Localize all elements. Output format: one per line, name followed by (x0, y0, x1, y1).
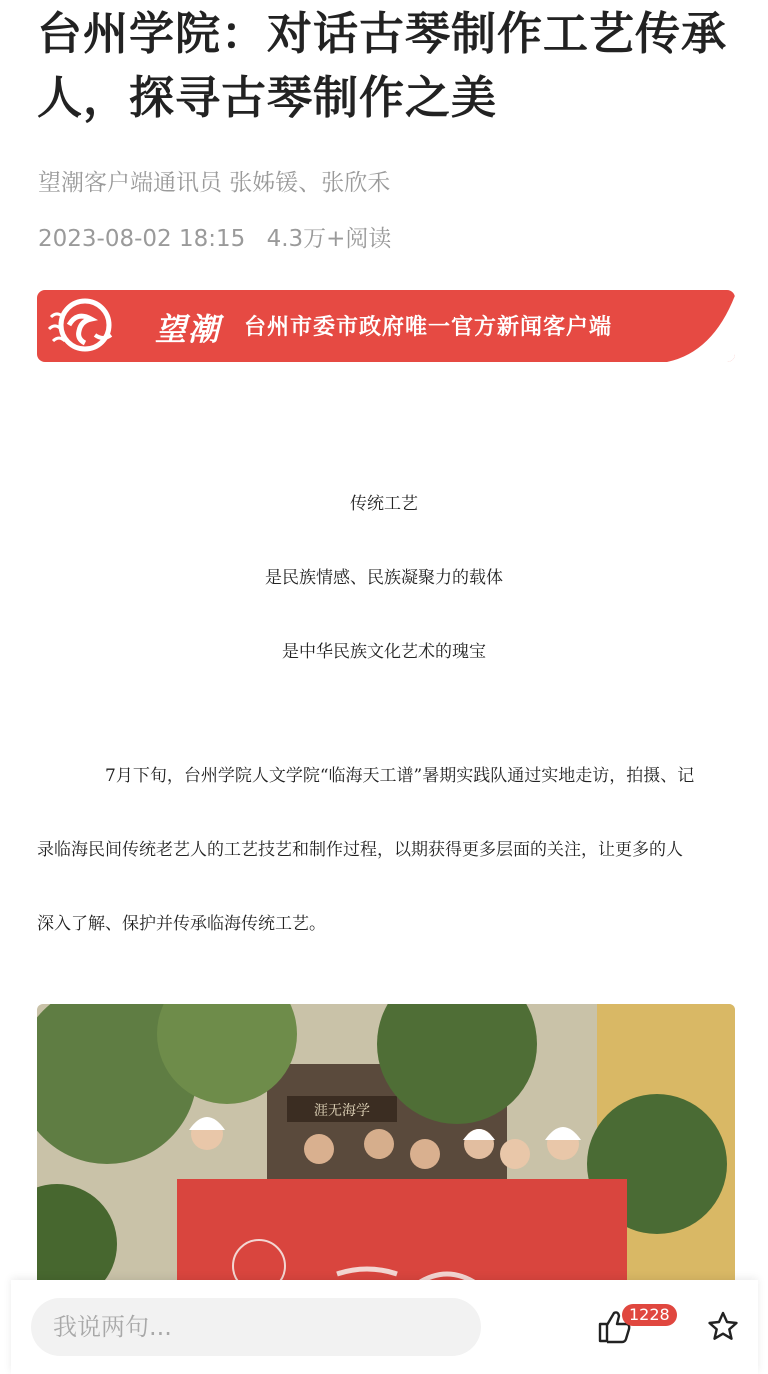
plaque-text: 涯无海学 (314, 1103, 370, 1119)
app-banner (37, 290, 735, 362)
article-byline: 望潮客户端通讯员 张姊锾、张欣禾 (38, 170, 391, 196)
like-count-badge: 1228 (622, 1304, 677, 1326)
article-photo (37, 1004, 735, 1304)
article-meta (38, 220, 405, 253)
star-icon[interactable] (707, 1310, 739, 1342)
group-photo-image (37, 1004, 735, 1304)
read-count: 4.3万+阅读 (266, 226, 392, 252)
paragraph-line: 录临海民间传统老艺人的工艺技艺和制作过程，以期获得更多层面的关注，让更多的人 (37, 840, 683, 860)
bottom-action-bar (11, 1280, 758, 1374)
intro-line: 是民族情感、民族凝聚力的载体 (265, 568, 503, 588)
paragraph-line: 7月下旬，台州学院人文学院“临海天工谱”暑期实践队通过实地走访，拍摄、记 (105, 766, 695, 786)
banner-slogan: 台州市委市政府唯一官方新闻客户端 (244, 315, 613, 340)
intro-line: 是中华民族文化艺术的瑰宝 (282, 642, 486, 662)
intro-line: 传统工艺 (350, 494, 418, 514)
brand-name: 望潮 (155, 312, 221, 348)
article-title: 台州学院：对话古琴制作工艺传承人，探寻古琴制作之美 (37, 7, 728, 124)
comment-input[interactable] (31, 1298, 481, 1356)
banner-curve-decoration (667, 290, 735, 362)
publish-date: 2023-08-02 18:15 (38, 226, 246, 252)
paragraph-line: 深入了解、保护并传承临海传统工艺。 (37, 914, 326, 934)
wave-logo-icon (45, 295, 121, 357)
